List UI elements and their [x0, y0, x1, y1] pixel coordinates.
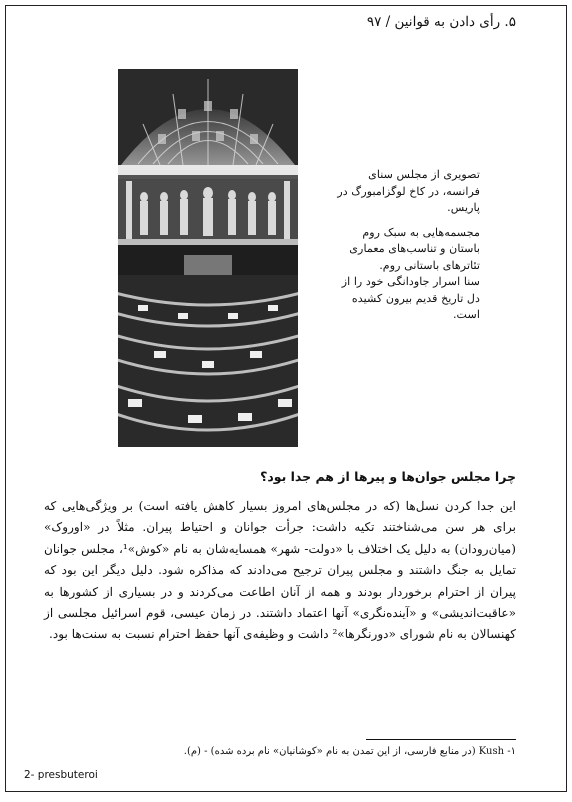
body-text: این جدا کردن نسل‌ها (که در مجلس‌های امروز بسیار کاهش یافته است) بر ویژگی‌هایی که برای هر سن می‌شناختند تکیه داشت: جرأت جوانان و احتیاط پیران. مثلاً در «اوروک» (میان‌رودان) به دلیل یک اختلاف با «دولت- شهر» همسایه‌شان به نام «کوش»¹، مجلس جوانان تمایل به جنگ داشتند و مجلس پیران ترجیح می‌دادند که مذاکره شود. دلیل دیگر این بود که پیران از احترام برخوردار بودند و همه از آنان اطاعت می‌کردند و در بسیاری از کشورها به «عاقبت‌اندیشی» و «آینده‌نگری» آنها اعتماد داشتند. در زمان عیسی، قوم اسرائیل مجلسی از کهنسالان به نام شورای «دورنگرها»² داشت و وظیفه‌ی آنها حفظ احترام نسبت به سنت‌ها بود.	[44, 499, 516, 642]
caption-line-1: تصویری از مجلس سنای فرانسه، در کاخ لوگزامبورگ در پاریس.	[337, 168, 480, 214]
body-paragraph	[44, 496, 516, 646]
footnote-2: 2- presbuteroi	[24, 769, 98, 781]
footnote-separator	[366, 739, 516, 740]
section-heading: چرا مجلس جوان‌ها و پیرها از هم جدا بود؟	[260, 469, 516, 484]
footnote-1: ۱- Kush (در منابع فارسی، از این تمدن به نام «کوشانیان» نام برده شده) - (م).	[183, 746, 516, 757]
caption-line-3: سنا اسرار جاودانگی خود را از دل تاریخ قدیم بیرون کشیده است.	[341, 275, 480, 321]
photo-caption	[334, 167, 480, 324]
senate-chamber-illustration	[118, 69, 298, 447]
senate-chamber-photo	[118, 69, 298, 447]
running-header: ۵. رأی دادن به قوانین / ۹۷	[366, 14, 516, 30]
book-page	[5, 5, 567, 792]
caption-line-2: مجسمه‌هایی به سبک روم باستان و تناسب‌های معماری تئاترهای باستانی روم.	[349, 225, 480, 272]
